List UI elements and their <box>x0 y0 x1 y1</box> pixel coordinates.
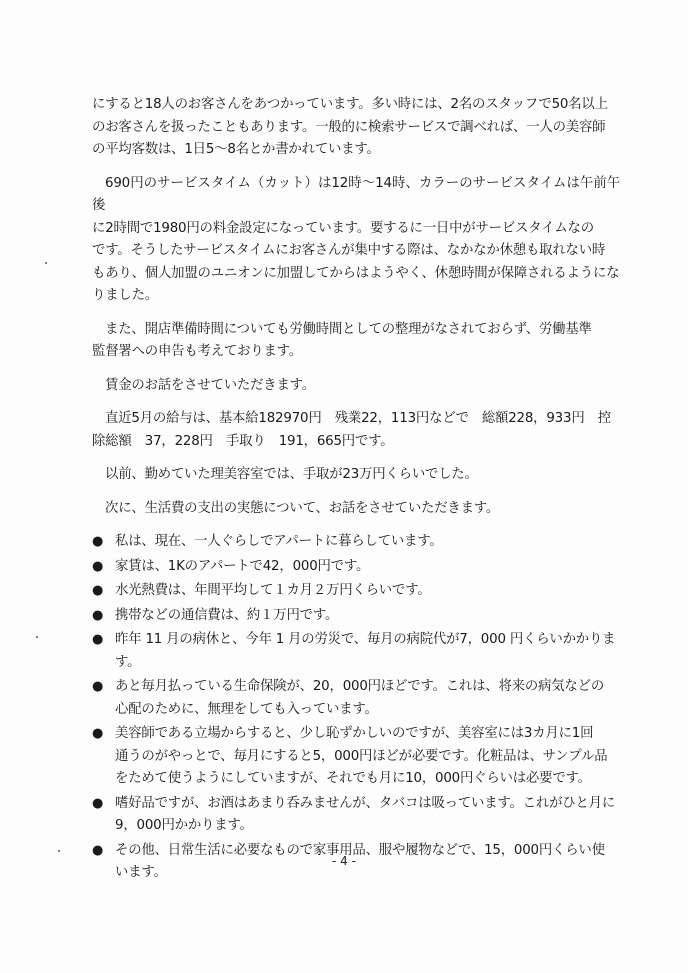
list-item <box>92 556 620 579</box>
bullet-dot-icon: ● <box>92 534 104 549</box>
scan-speck <box>45 262 47 264</box>
bullet-dot-icon: ● <box>92 632 104 647</box>
list-item <box>92 629 620 674</box>
scan-speck <box>36 636 38 638</box>
list-item-text: 携帯などの通信費は、約１万円です。 <box>115 607 339 623</box>
list-item <box>92 580 620 603</box>
list-item-text: 嗜好品ですが、お酒はあまり呑みませんが、タバコは吸っています。これがひと月に 9，000円かかります。 <box>115 795 616 833</box>
bullet-dot-icon: ● <box>92 607 104 623</box>
page-number: - 4 - <box>332 854 356 868</box>
list-item-text: 家賃は、1Kのアパートで42，000円です。 <box>115 558 370 574</box>
bullet-dot-icon: ● <box>92 795 104 811</box>
paragraph-wage-intro: 賃金のお話をさせていただきます。 <box>105 377 315 393</box>
document-body <box>92 94 620 887</box>
paragraph-living-cost-intro: 次に、生活費の支出の実態について、お話をさせていただきます。 <box>105 500 500 516</box>
paragraph-previous-salary: 以前、勤めていた理美容室では、手取が23万円くらいでした。 <box>105 467 478 482</box>
bullet-dot-icon: ● <box>92 726 104 741</box>
list-item-text: 昨年 11 月の病休と、今年 1 月の労災で、毎月の病院代が7，000 円くらいかかりま す。 <box>115 632 616 670</box>
list-item-text: 水光熱費は、年間平均して１カ月２万円くらいです。 <box>115 583 431 598</box>
scan-speck <box>58 850 60 852</box>
paragraph-preparation-time: また、開店準備時間についても労働時間としての整理がなされておらず、労働基準 監督署への申告も考えております。 <box>92 321 592 359</box>
bullet-dot-icon: ● <box>92 679 104 694</box>
list-item <box>92 676 620 721</box>
paragraph-customer-count: にすると18人のお客さんをあつかっています。多い時には、2名のスタッフで50名以上 のお客さんを扱ったこともあります。一般的に検索サービスで調べれば、一人の美容師 の平均客数は、1日5～8名とか書かれています。 <box>92 97 608 157</box>
paragraph-salary-detail: 直近5月の給与は、基本給182970円 残業22，113円などで 総額228，933円 控 除総額 37，228円 手取り 191，665円です。 <box>92 411 611 449</box>
list-item <box>92 793 620 838</box>
list-item-text: その他、日常生活に必要なもので家事用品、服や履物などで、15，000円くらい使 います。 <box>115 842 605 880</box>
list-item <box>92 531 620 554</box>
paragraph-service-time: 690円のサービスタイム（カット）は12時～14時、カラーのサービスタイムは午前午後 に2時間で1980円の料金設定になっています。要するに一日中がサービスタイムなの です。そうしたサービスタイムにお客さんが集中する際は、なかなか休憩も取れない時 もあり、個人加盟のユニオンに加盟してからはようやく、休憩時間が保障されるようにな りました。 <box>92 175 620 303</box>
list-item-text: あと毎月払っている生命保険が、20，000円ほどです。これは、将来の病気などの 心配のために、無理をしても入っています。 <box>115 679 605 717</box>
bullet-dot-icon: ● <box>92 558 104 574</box>
list-item-text: 美容師である立場からすると、少し恥ずかしいのですが、美容室には3カ月に1回 通うのがやっとで、毎月にすると5，000円ほどが必要です。化粧品は、サンプル品 をためて使うようにしていますが、それでも月に10，000円ぐらいは必要です。 <box>115 726 608 786</box>
bullet-dot-icon: ● <box>92 583 104 598</box>
list-item <box>92 605 620 628</box>
living-cost-list <box>92 531 620 885</box>
bullet-dot-icon: ● <box>92 842 104 858</box>
list-item <box>92 723 620 791</box>
list-item-text: 私は、現在、一人ぐらしでアパートに暮らしています。 <box>115 534 443 549</box>
